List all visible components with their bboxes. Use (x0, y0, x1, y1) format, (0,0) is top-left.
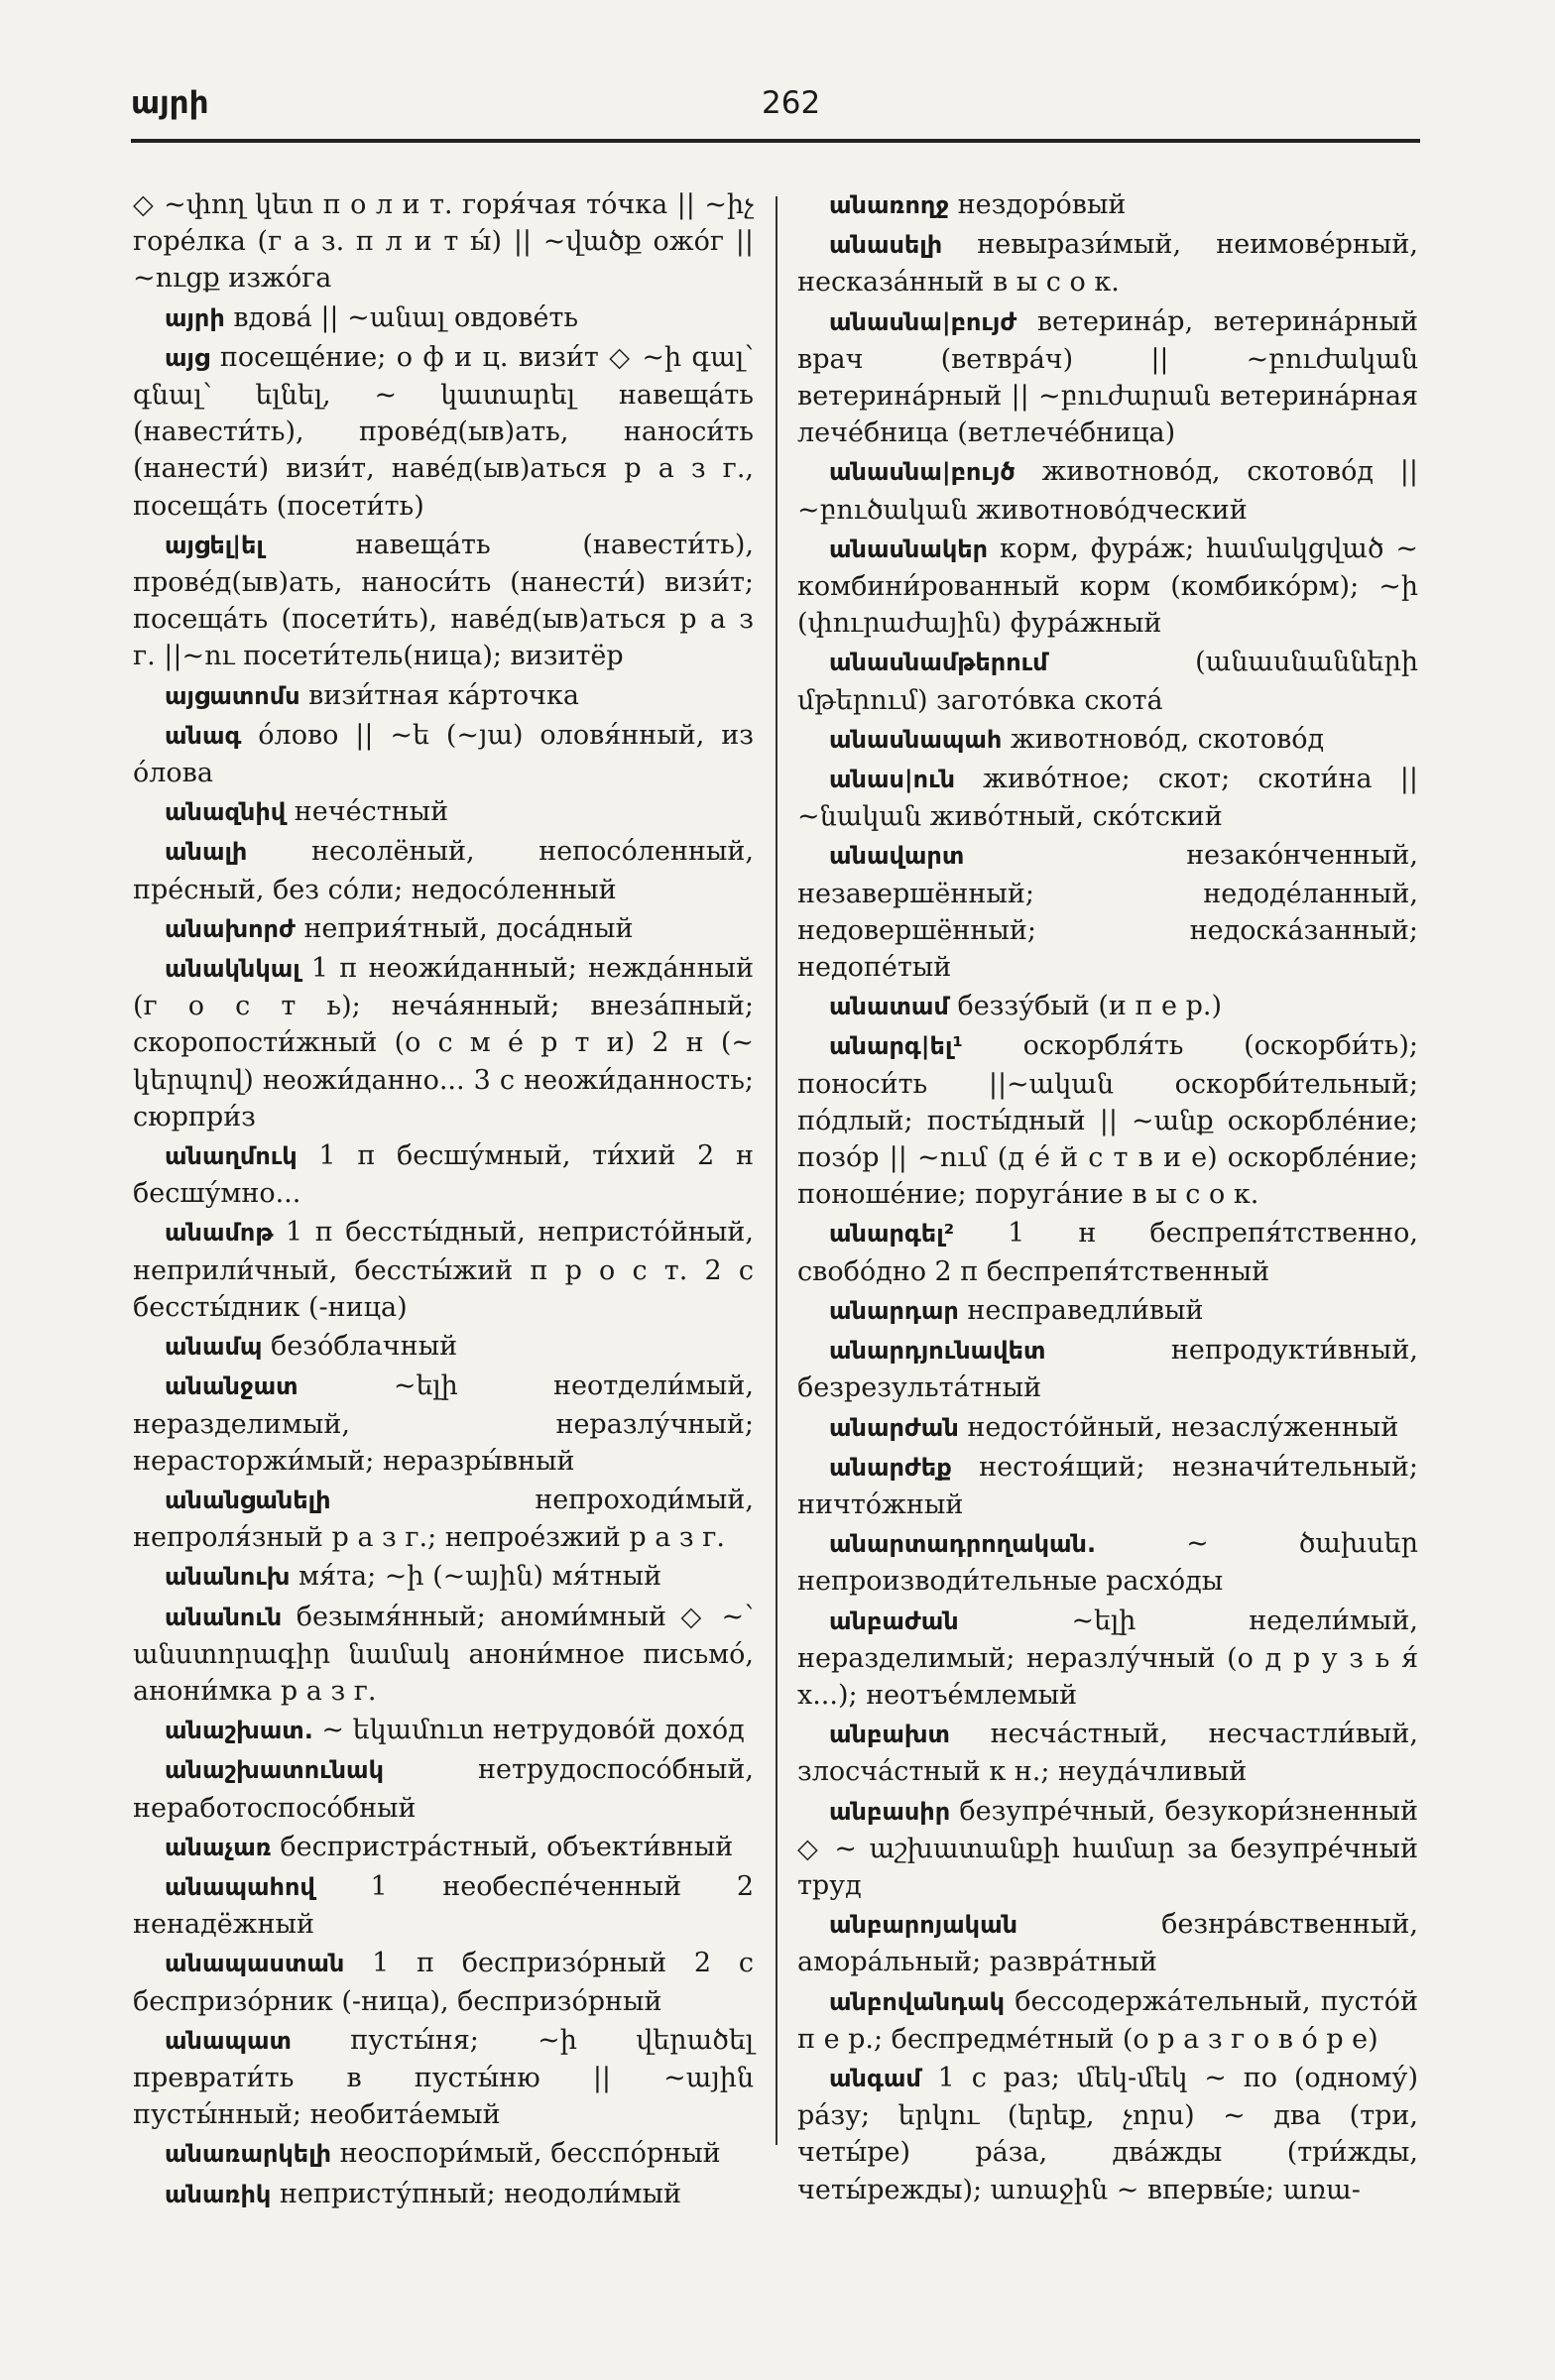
left-column (133, 186, 754, 2215)
dictionary-entry (797, 1793, 1418, 1905)
dictionary-entry (797, 303, 1418, 452)
definition: нестоя́щий; незначи́тельный; ничто́жный (797, 1451, 1418, 1520)
headword: անարժեք (829, 1453, 952, 1482)
definition: несолёный, непосо́ленный, пре́сный, без со́ли; недосо́ленный (133, 836, 754, 905)
headword: անաշխատ. (165, 1717, 313, 1745)
dictionary-entry (133, 527, 754, 675)
headword: անարդյունավետ (829, 1337, 1046, 1366)
headword: անաշխատունակ (165, 1756, 384, 1785)
headword: անապատ (165, 2026, 292, 2055)
dictionary-entry (797, 837, 1418, 986)
definition: ~ելի недели́мый, неразделимый; неразлу́чный (о д р у з ь я́ х...); неотъе́млемый (797, 1605, 1418, 1711)
headword: այց (165, 343, 210, 372)
definition: 1 с раз; մեկ-մեկ ~ по (одному́) ра́зу; երկու (երեք, չորս) ~ два (три, четы́ре) ра́за, два́жды (три́жды, четы́режды); առաջին ~ впервы́е; առա- (797, 2062, 1418, 2205)
definition: неоспори́мый, бесспо́рный (339, 2138, 721, 2170)
headword: այցատոմս (165, 681, 300, 710)
column-divider (776, 196, 778, 2145)
dictionary-entry (797, 1525, 1418, 1600)
headword: անասնամթերում (829, 649, 1048, 677)
headword: անբովանդակ (829, 1987, 1006, 2016)
headword: անազնիվ (165, 798, 287, 827)
definition: бессодержа́тельный, пусто́й п е р.; беспредме́тный (о р а з г о в о́ р е) (797, 1985, 1418, 2055)
definition: о́лово || ~ե (~յա) оловя́нный, из о́лова (133, 719, 754, 789)
headword: անանջատ (165, 1372, 299, 1401)
definition: 1 необеспе́ченный 2 ненадёжный (133, 1870, 754, 1941)
dictionary-entry (133, 950, 754, 1135)
dictionary-entry (797, 1603, 1418, 1715)
definition: нече́стный (294, 796, 449, 828)
headword: անալի (165, 838, 248, 867)
dictionary-entry (797, 1215, 1418, 1289)
headword: անարգ|ել¹ (829, 1032, 963, 1061)
headword: անառարկելի (165, 2140, 332, 2169)
definition: неприя́тный, доса́дный (303, 912, 634, 944)
definition: безнра́вственный, амора́льный; развра́тный (797, 1909, 1418, 1978)
headword: անամպ (165, 1333, 263, 1362)
dictionary-entry (133, 677, 754, 715)
dictionary-entry (133, 1751, 754, 1826)
dictionary-entry (133, 1829, 754, 1866)
headword: անբախտ (829, 1721, 950, 1749)
definition: безо́блачный (271, 1331, 458, 1363)
dictionary-entry (797, 644, 1418, 718)
headword: անառողջ (829, 191, 950, 219)
dictionary-entry (133, 186, 754, 298)
dictionary-entry (797, 1983, 1418, 2058)
dictionary-entry (797, 1332, 1418, 1406)
dictionary-entry (797, 761, 1418, 835)
dictionary-entry (133, 1712, 754, 1749)
dictionary-entry (797, 1409, 1418, 1447)
dictionary-entry (797, 1449, 1418, 1523)
right-column (797, 186, 1418, 2210)
headword: անարգել² (829, 1220, 955, 1249)
headword: անասնապահ (829, 725, 1003, 754)
definition: ветерина́р, ветерина́рный врач (ветвра́ч) || ~բուժական ветерина́рный || ~բուժարան ветерина́рная лече́бница (ветлече́бница) (797, 305, 1418, 449)
definition: ~ելի неотдели́мый, неразделимый, неразлу́чный; нерасторжи́мый; неразры́вный (133, 1370, 754, 1477)
dictionary-entry (797, 453, 1418, 528)
headword: անաս|ուն (829, 766, 955, 794)
dictionary-entry (797, 1906, 1418, 1980)
headword: անասնա|բույծ (829, 458, 1016, 487)
definition: живо́тное; скот; скоти́на || ~նական живо́тный, ско́тский (797, 764, 1418, 833)
dictionary-entry (133, 793, 754, 831)
running-head: այրի (131, 85, 209, 121)
definition: навеща́ть (навести́ть), прове́д(ыв)ать, наноси́ть (нанести́) визи́т; посеща́ть (посети́ть), наве́д(ыв)аться р а з г. ||~ու посети́тель(ница); визитёр (133, 529, 754, 672)
dictionary-entry (797, 2060, 1418, 2208)
definition: животново́д, скотово́д (1010, 723, 1325, 755)
definition: непродукти́вный, безрезульта́тный (797, 1335, 1418, 1404)
definition: несча́стный, несчастли́вый, злосча́стный к н.; неуда́чливый (797, 1719, 1418, 1788)
dictionary-entry (133, 2022, 754, 2134)
dictionary-entry (133, 299, 754, 337)
headword: անակնկալ (165, 955, 300, 984)
definition: беспристра́стный, объекти́вный (280, 1831, 734, 1862)
dictionary-entry (133, 1868, 754, 1943)
dictionary-entry (133, 910, 754, 948)
definition: ~ եկամուտ нетрудово́й дохо́д (321, 1715, 745, 1746)
headword: անգամ (829, 2064, 921, 2092)
headword: անավարտ (829, 842, 965, 871)
headword: անախորժ (165, 914, 296, 943)
dictionary-entry (133, 833, 754, 907)
headword: անարդար (829, 1296, 959, 1325)
dictionary-entry (133, 1599, 754, 1711)
dictionary-entry (797, 988, 1418, 1025)
headword: անասնակեր (829, 535, 989, 563)
definition: безупре́чный, безукори́зненный ◇ ~ աշխատանքի համար за безупре́чный труд (797, 1795, 1418, 1901)
dictionary-entry (133, 339, 754, 525)
dictionary-entry (133, 2135, 754, 2173)
dictionary-entry (797, 1292, 1418, 1330)
dictionary-entry (797, 186, 1418, 224)
dictionary-entry (133, 2176, 754, 2213)
definition: недосто́йный, незаслу́женный (967, 1411, 1399, 1443)
dictionary-entry (133, 1137, 754, 1212)
definition: 1 п неожи́данный; нежда́нный (г о с т ь); неча́янный; внеза́пный; скоропости́жный (о с м е́ р т и) 2 н (~ կերպով) неожи́данно... 3 с неожи́данность; сюрпри́з (133, 953, 754, 1132)
headword: անասնա|բույժ (829, 307, 1017, 336)
headword: անասելի (829, 231, 943, 260)
dictionary-entry (133, 1482, 754, 1556)
dictionary-entry (797, 1027, 1418, 1213)
definition: корм, фура́ж; համակցված ~ комбини́рованный корм (комбико́рм); ~ի (փուրաժային) фура́жный (797, 533, 1418, 640)
headword: անաչառ (165, 1833, 272, 1861)
definition: 1 п беспризо́рный 2 с беспризо́рник (-ница), беспризо́рный (133, 1948, 754, 2017)
definition: ~ ծախսեր непроизводи́тельные расхо́ды (797, 1528, 1418, 1598)
definition: нетрудоспосо́бный, нерaботоспосо́бный (133, 1754, 754, 1824)
definition: вдова́ || ~անալ овдове́ть (233, 301, 579, 333)
definition: непристу́пный; неодоли́мый (279, 2178, 681, 2209)
definition: 1 п бессты́дный, непристо́йный, неприли́чный, бессты́жий п р о с т. 2 с бессты́дник (-ница) (133, 1217, 754, 1323)
headword: անառիկ (165, 2180, 272, 2208)
headword: անբաժան (829, 1606, 959, 1635)
definition: 1 н беспрепя́тственно, свобо́дно 2 п беспрепя́тственный (797, 1218, 1418, 1287)
definition: животново́д, скотово́д || ~բուծական животново́дческий (797, 456, 1418, 526)
header-rule (131, 139, 1420, 143)
dictionary-entry (133, 1558, 754, 1596)
dictionary-entry (797, 1716, 1418, 1790)
dictionary-entry (797, 226, 1418, 300)
headword: անանցանելի (165, 1486, 331, 1514)
definition: беззу́бый (и п е р.) (957, 991, 1222, 1022)
headword: այրի (165, 303, 225, 332)
definition: невырази́мый, неимове́рный, несказа́нный в ы с о к. (797, 229, 1418, 298)
definition: 1 п бесшу́мный, ти́хий 2 н бесшу́мно... (133, 1140, 754, 1210)
definition: несправедли́вый (967, 1294, 1204, 1326)
dictionary-entry (133, 1368, 754, 1480)
definition: (անասնանների մթերում) загото́вка скота́ (797, 647, 1418, 716)
headword: անապաստան (165, 1950, 345, 1978)
headword: անապահով (165, 1872, 315, 1901)
headword: անբասիր (829, 1797, 951, 1826)
definition: мя́та; ~ի (~ային) мя́тный (299, 1561, 662, 1593)
definition: оскорбля́ть (оскорби́ть); поноси́ть ||~ական оскорби́тельный; по́длый; посты́дный || ~անք оскорбле́ние; позо́р || ~ում (д е́ й с т в и е) оскорбле́ние; поноше́ние; поруга́ние в ы с о к. (797, 1030, 1418, 1211)
page-number: 262 (762, 85, 821, 121)
dictionary-entry (797, 721, 1418, 759)
dictionary-entry (133, 1214, 754, 1326)
headword: անագ (165, 721, 242, 750)
definition: непроходи́мый, непроля́зный р а з г.; непрое́зжий р а з г. (133, 1484, 754, 1554)
definition: ◇ ~փող կետ п о л и т. горя́чая то́чка || ~իչ горе́лка (г а з. п л и т ы́) || ~վածք ожо́г || ~ուցք изжо́га (133, 189, 754, 295)
definition: визи́тная ка́рточка (308, 679, 580, 711)
definition: незако́нченный, незавершённый; недоде́ланный, недовершённый; недоска́занный; недопе́тый (797, 840, 1418, 984)
definition: нездоро́вый (957, 189, 1127, 220)
dictionary-entry (133, 1945, 754, 2019)
definition: посеще́ние; о ф и ц. визи́т ◇ ~ի գալ՝ գնալ՝ ելնել, ~ կատարել навеща́ть (навести́ть), прове́д(ыв)ать, наноси́ть (нанести́) визи́т, наве́д(ыв)аться р а з г., посеща́ть (посети́ть) (133, 341, 754, 522)
headword: անանուն (165, 1603, 283, 1631)
headword: անաղմուկ (165, 1142, 298, 1171)
dictionary-entry (133, 717, 754, 791)
headword: այցել|ել (165, 531, 264, 559)
dictionary-entry (133, 1328, 754, 1366)
headword: անարժան (829, 1413, 959, 1442)
headword: անարտադրողական. (829, 1530, 1097, 1559)
headword: անբարոյական (829, 1911, 1018, 1940)
definition: пусты́ня; ~ի վերածել преврати́ть в пусты́ню || ~ային пусты́нный; необита́емый (133, 2024, 754, 2131)
headword: անանուխ (165, 1563, 291, 1592)
dictionary-entry (797, 531, 1418, 643)
headword: անատամ (829, 993, 949, 1021)
headword: անամոթ (165, 1219, 274, 1248)
definition: безымя́нный; аноми́мный ◇ ~՝ անստորագիր նամակ анони́мное письмо́, анони́мка р а з г. (133, 1601, 754, 1707)
